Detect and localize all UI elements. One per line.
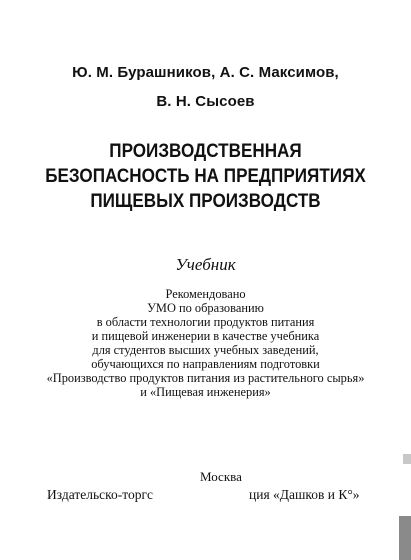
- publication-city: Москва: [200, 469, 242, 484]
- recommendation-line: для студентов высших учебных заведений,: [92, 343, 319, 357]
- authors-line: В. Н. Сысоев: [156, 93, 255, 110]
- publisher-name-part: Издательско-торгс: [47, 487, 153, 502]
- recommendation-line: УМО по образованию: [147, 301, 264, 315]
- recommendation-line: и пищевой инженерии в качестве учебника: [91, 329, 320, 343]
- book-title-line: ПИЩЕВЫХ ПРОИЗВОДСТВ: [90, 191, 321, 212]
- book-title-line: БЕЗОПАСНОСТЬ НА ПРЕДПРИЯТИЯХ: [45, 166, 366, 187]
- book-type: Учебник: [175, 255, 236, 274]
- recommendation-line: в области технологии продуктов питания: [96, 315, 315, 329]
- recommendation-line: и «Пищевая инженерия»: [140, 385, 271, 399]
- recommendation-line: обучающихся по направлениям подготовки: [91, 357, 320, 371]
- authors-line: Ю. М. Бурашников, А. С. Максимов,: [72, 64, 339, 81]
- recommendation-line: Рекомендовано: [165, 287, 246, 301]
- book-title-line: ПРОИЗВОДСТВЕННАЯ: [109, 141, 302, 162]
- scan-edge-artifact: [399, 516, 411, 560]
- scan-gap: [172, 484, 247, 506]
- scan-edge-artifact: [403, 454, 411, 464]
- recommendation-line: «Производство продуктов питания из растительного сырья»: [46, 371, 365, 385]
- publisher-name-part: ция «Дашков и К°»: [249, 487, 360, 502]
